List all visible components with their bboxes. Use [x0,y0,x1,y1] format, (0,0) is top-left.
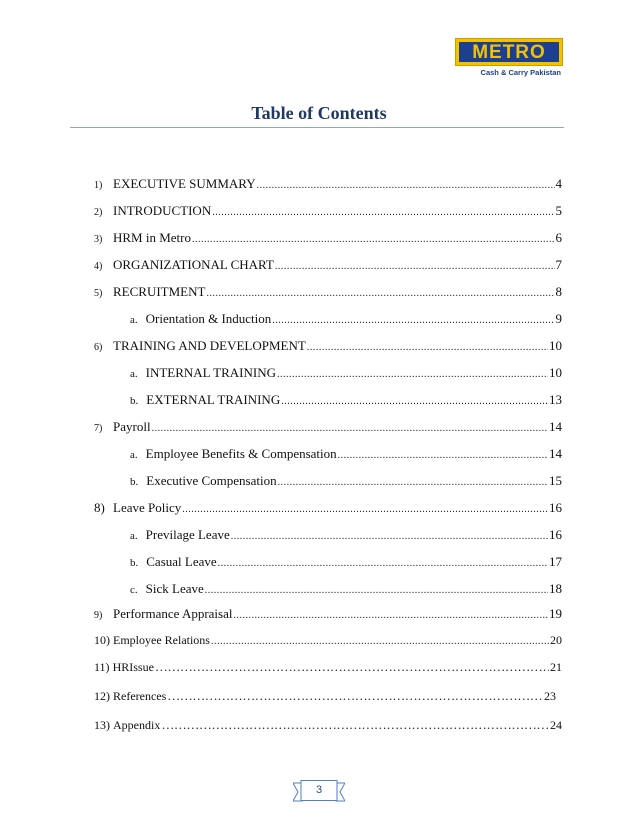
toc-letter: a. [130,449,138,461]
page-number: 3 [315,784,323,796]
toc-title: RECRUITMENT [113,284,206,299]
toc-subentry[interactable] [130,446,562,462]
toc-page: 14 [549,419,562,434]
toc-page: 16 [549,500,562,515]
toc-leader [205,583,548,599]
toc-title: Performance Appraisal [113,606,233,621]
toc-title: EXECUTIVE SUMMARY [113,176,256,191]
toc-entry[interactable] [94,230,562,246]
toc-page: 4 [555,176,562,191]
toc-entry[interactable] [94,284,562,300]
toc-subentry[interactable] [130,311,562,327]
toc-number: 10) [94,633,110,647]
toc-subentry[interactable] [130,392,562,408]
toc-letter: a. [130,314,138,326]
toc-leader [307,340,548,356]
toc-title: Sick Leave [145,581,204,596]
toc-entry[interactable] [94,176,562,192]
toc-number: 2) [94,207,103,218]
toc-number: 7) [94,423,103,434]
toc-page: 17 [549,554,562,569]
toc-title: ORGANIZATIONAL CHART [113,257,274,272]
toc-letter: b. [130,476,139,488]
toc-entry[interactable] [94,659,562,675]
toc-letter: a. [130,530,138,542]
toc-entry[interactable] [94,203,562,219]
toc-leader [161,717,549,733]
toc-entry[interactable] [94,338,562,354]
toc-title: Payroll [113,419,151,434]
toc-number: 11) [94,660,110,674]
toc-number: 12) [94,689,110,703]
toc-page: 13 [549,392,562,407]
toc-leader [231,529,548,545]
toc-subentry[interactable] [130,365,562,381]
toc-leader [212,205,554,221]
toc-entry[interactable] [94,257,562,273]
toc-title: Appendix [113,718,161,732]
toc-page: 15 [549,473,562,488]
toc-leader [167,688,543,704]
toc-subentry[interactable] [130,473,562,489]
toc-entry[interactable] [94,688,556,704]
toc-letter: b. [130,395,139,407]
toc-leader [206,286,554,302]
page-title: Table of Contents [251,103,387,123]
toc-number: 3) [94,234,103,245]
toc-leader [211,634,549,650]
toc-page: 20 [550,633,562,647]
toc-leader [272,313,554,329]
toc-leader [218,556,548,572]
toc-number: 5) [94,288,103,299]
toc-page: 9 [555,311,562,326]
toc-leader [192,232,555,248]
toc-page: 19 [549,606,562,621]
toc-title: Executive Compensation [146,473,277,488]
toc-title: EXTERNAL TRAINING [146,392,281,407]
toc-leader [257,178,555,194]
toc-entry[interactable] [94,632,562,648]
toc-page: 10 [549,365,562,380]
toc-title: Leave Policy [113,500,182,515]
toc-letter: c. [130,584,138,596]
logo-tagline: Cash & Carry Pakistan [480,68,561,77]
page-number-badge [293,780,345,804]
toc-number: 13) [94,718,110,732]
toc-subentry[interactable] [130,527,562,543]
toc-letter: b. [130,557,139,569]
toc-entry[interactable] [94,500,562,516]
toc-entry[interactable] [94,717,562,733]
toc-page: 18 [549,581,562,596]
toc-leader [275,259,555,275]
toc-leader [152,421,548,437]
toc-page: 7 [555,257,562,272]
toc-page: 8 [555,284,562,299]
toc-leader [233,608,548,624]
toc-title: Casual Leave [146,554,217,569]
toc-title: Employee Relations [113,633,210,647]
toc-page: 5 [555,203,562,218]
toc-number: 9) [94,610,103,621]
toc-leader [338,448,548,464]
toc-page: 16 [549,527,562,542]
toc-title: References [113,689,167,703]
logo-brand: METRO [472,41,546,63]
toc-leader [182,502,548,518]
toc-title: Previlage Leave [145,527,230,542]
toc-title: TRAINING AND DEVELOPMENT [113,338,306,353]
toc-entry[interactable] [94,419,562,435]
toc-title: HRM in Metro [113,230,191,245]
toc-title: INTRODUCTION [113,203,212,218]
toc-leader [155,659,549,675]
toc-subentry[interactable] [130,554,562,570]
toc-number: 8) [94,500,105,515]
toc-leader [281,394,548,410]
toc-entry[interactable] [94,606,562,622]
toc-page: 6 [555,230,562,245]
toc-page: 24 [550,718,562,732]
toc-number: 6) [94,342,103,353]
toc-number: 1) [94,180,103,191]
toc-letter: a. [130,368,138,380]
toc-leader [278,475,548,491]
toc-subentry[interactable] [130,581,562,597]
toc-leader [277,367,548,383]
toc-page: 21 [550,660,562,674]
toc-title: INTERNAL TRAINING [145,365,276,380]
toc-title: HRIssue [112,660,154,674]
toc-page: 14 [549,446,562,461]
toc-title: Employee Benefits & Compensation [145,446,337,461]
toc-page: 10 [549,338,562,353]
toc-page: 23 [544,689,556,703]
toc-title: Orientation & Induction [145,311,272,326]
toc-number: 4) [94,261,103,272]
